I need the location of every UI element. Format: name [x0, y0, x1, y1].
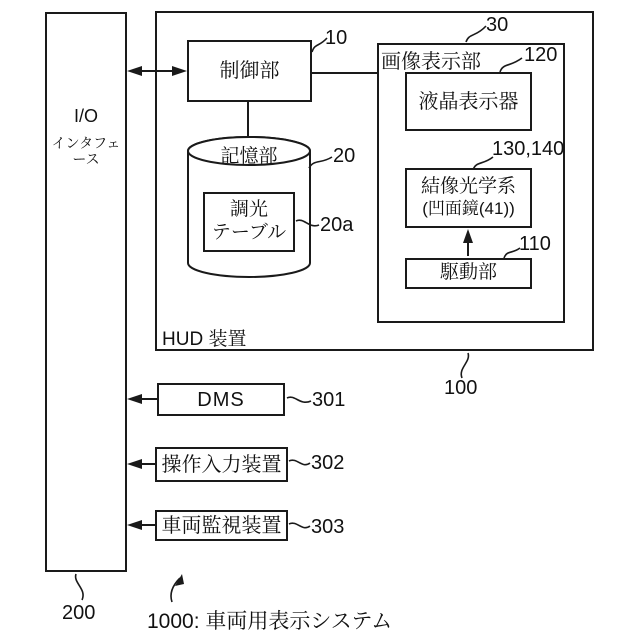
ref-leader-302 — [289, 460, 310, 465]
arrowhead-system-pointer — [175, 574, 184, 586]
ref-leader-303 — [289, 523, 310, 528]
dimming-table-label-line2: テーブル — [211, 222, 287, 243]
dms-label: DMS — [197, 388, 245, 411]
drive-unit-label: 駆動部 — [439, 262, 497, 284]
ref-label-30: 30 — [486, 14, 509, 36]
control-unit-box — [187, 40, 312, 102]
arrowhead-opinput-io — [127, 459, 142, 469]
vehicle-monitoring-device-box — [155, 510, 288, 541]
dms-box — [157, 383, 285, 416]
storage-unit-label: 記憶部 — [220, 146, 278, 167]
ref-label-120: 120 — [524, 44, 558, 66]
arrowhead-left-io — [127, 66, 142, 76]
dimming-table-box — [203, 192, 295, 252]
arrowhead-vehmon-io — [127, 520, 142, 530]
io-interface-box — [45, 12, 127, 572]
ref-label-200: 200 — [62, 602, 96, 624]
lcd-display-box — [405, 72, 532, 131]
ref-label-20a: 20a — [320, 214, 354, 236]
ref-leader-301 — [287, 397, 311, 402]
hud-device-label: HUD 装置 — [162, 329, 247, 350]
ref-label-10: 10 — [325, 27, 348, 49]
io-interface-label-line1: I/O — [73, 106, 98, 126]
vehicle-monitoring-device-label: 車両監視装置 — [161, 514, 282, 537]
operation-input-device-box — [155, 447, 288, 482]
figure-caption: 1000: 車両用表示システム — [147, 610, 393, 633]
ref-label-100: 100 — [444, 377, 478, 399]
imaging-optics-label-line2: (凹面鏡(41)) — [422, 199, 515, 219]
control-unit-label: 制御部 — [219, 60, 280, 82]
operation-input-device-label: 操作入力装置 — [161, 453, 282, 476]
imaging-optics-label-line1: 結像光学系 — [420, 176, 516, 198]
imaging-optics-box — [405, 168, 532, 228]
image-display-unit-label: 画像表示部 — [381, 51, 481, 73]
arrowhead-dms-io — [127, 394, 142, 404]
ref-leader-200 — [76, 574, 84, 600]
lcd-display-label: 液晶表示器 — [418, 90, 519, 113]
ref-label-20: 20 — [333, 145, 356, 167]
ref-label-130-140: 130,140 — [492, 138, 565, 160]
ref-label-301: 301 — [312, 389, 346, 411]
dimming-table-label-line1: 調光 — [229, 199, 268, 221]
ref-label-303: 303 — [311, 516, 345, 538]
ref-leader-100 — [461, 353, 468, 378]
ref-label-302: 302 — [311, 452, 345, 474]
ref-label-110: 110 — [519, 233, 551, 255]
io-interface-label-line2: インタフェース — [51, 134, 121, 168]
drive-unit-box — [405, 258, 532, 289]
